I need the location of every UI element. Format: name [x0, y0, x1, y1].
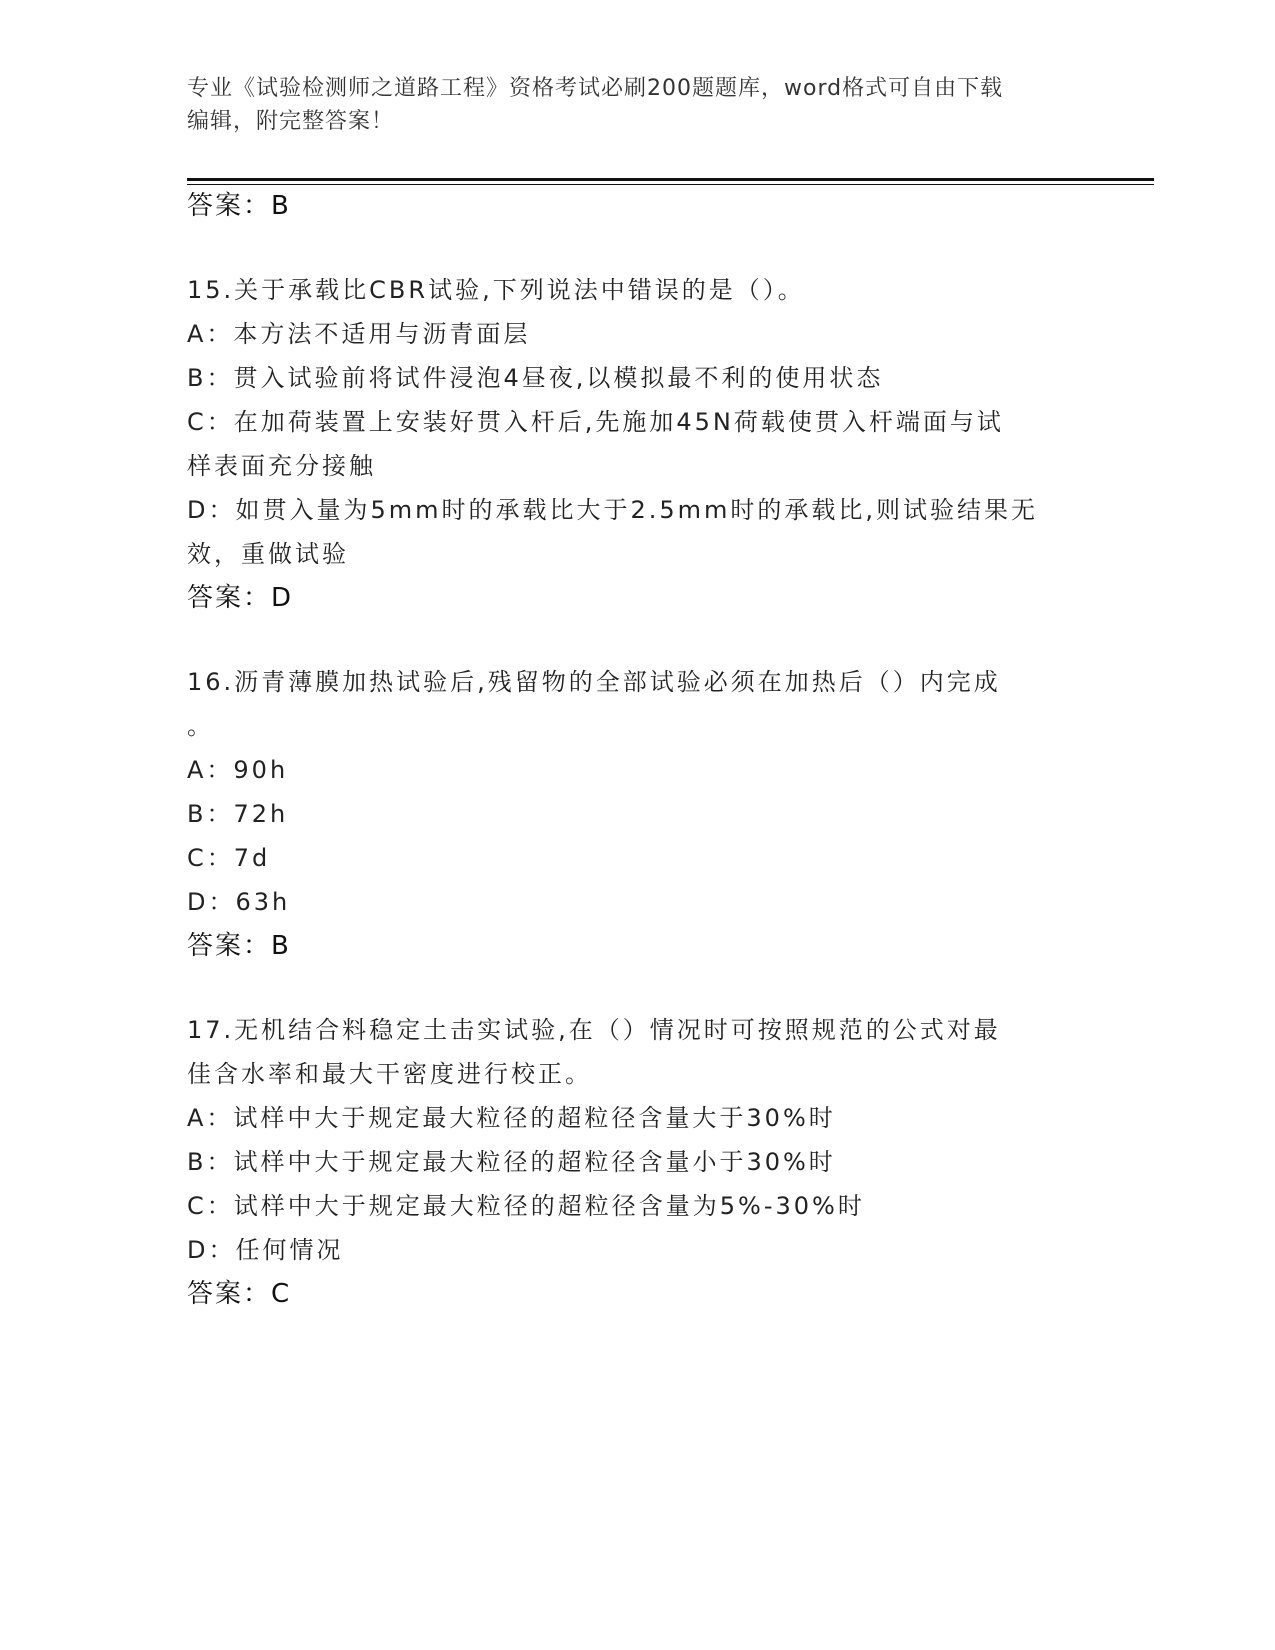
question-16-option-b: B：72h	[187, 800, 289, 828]
question-15-option-c: C：在加荷装置上安装好贯入杆后,先施加45N荷载使贯入杆端面与试	[187, 408, 1004, 436]
answer-previous: 答案：B	[187, 191, 291, 221]
header-rule-thin	[187, 184, 1154, 185]
question-16-answer: 答案：B	[187, 931, 291, 961]
question-15-option-d-cont: 效，重做试验	[187, 540, 349, 568]
question-17-option-a: A：试样中大于规定最大粒径的超粒径含量大于30%时	[187, 1104, 836, 1132]
question-16-stem: 16.沥青薄膜加热试验后,残留物的全部试验必须在加热后（）内完成	[187, 668, 1001, 696]
question-15-option-b: B：贯入试验前将试件浸泡4昼夜,以模拟最不利的使用状态	[187, 364, 884, 392]
question-16-option-d: D：63h	[187, 888, 291, 916]
header-line-2: 编辑，附完整答案！	[187, 109, 395, 134]
question-17-answer: 答案：C	[187, 1279, 292, 1309]
header-line-1: 专业《试验检测师之道路工程》资格考试必刷200题题库，word格式可自由下载	[187, 76, 1004, 101]
document-header	[187, 72, 1067, 138]
question-16-option-c: C：7d	[187, 844, 271, 872]
question-17-option-d: D：任何情况	[187, 1236, 344, 1264]
question-15-answer: 答案：D	[187, 583, 294, 613]
question-15-option-a: A：本方法不适用与沥青面层	[187, 320, 531, 348]
question-17-option-c: C：试样中大于规定最大粒径的超粒径含量为5%-30%时	[187, 1192, 865, 1220]
question-15-option-d: D：如贯入量为5mm时的承载比大于2.5mm时的承载比,则试验结果无	[187, 496, 1039, 524]
question-15-stem: 15.关于承载比CBR试验,下列说法中错误的是（）。	[187, 276, 805, 304]
question-16-option-a: A：90h	[187, 756, 289, 784]
question-17-stem-cont: 佳含水率和最大干密度进行校正。	[187, 1060, 592, 1088]
question-16-stem-cont: 。	[187, 712, 214, 740]
question-15-option-c-cont: 样表面充分接触	[187, 452, 376, 480]
question-17-option-b: B：试样中大于规定最大粒径的超粒径含量小于30%时	[187, 1148, 836, 1176]
header-rule-thick	[187, 178, 1154, 181]
question-17-stem: 17.无机结合料稳定土击实试验,在（）情况时可按照规范的公式对最	[187, 1016, 1001, 1044]
